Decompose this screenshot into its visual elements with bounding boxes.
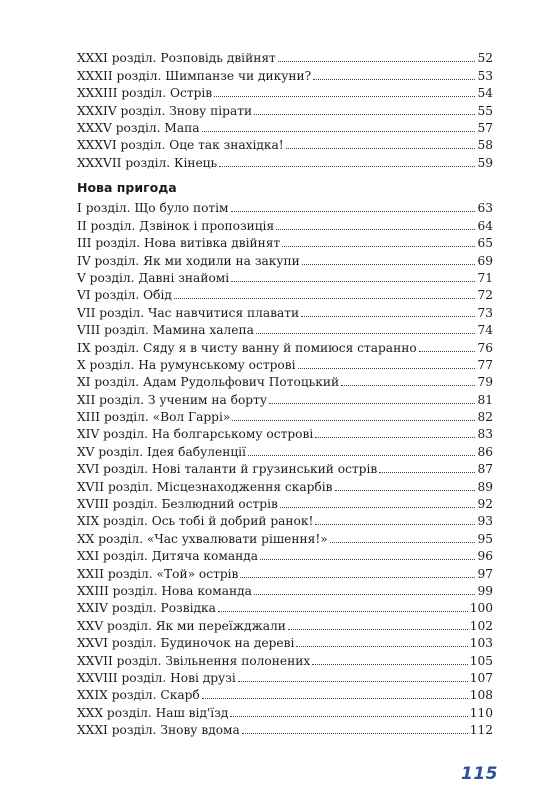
entry-page-number: 65 [477,236,493,251]
dot-leader [260,559,476,560]
entry-page-number: 108 [469,688,493,703]
toc-entry [77,634,493,651]
entry-page-number: 79 [477,375,493,390]
toc-entry [77,251,493,268]
toc-entry [77,512,493,529]
entry-title: XXIV розділ. Розвідка [77,601,216,616]
entry-title: XI розділ. Адам Рудольфович Потоцький [77,375,340,390]
entry-title: XXII розділ. «Той» острів [77,566,239,581]
entry-title: XIV розділ. На болгарському острові [77,427,314,442]
dot-leader [174,298,476,299]
toc-entry [77,49,493,66]
entry-page-number: 95 [477,531,493,546]
entry-title: XXVIII розділ. Нові друзі [77,670,236,685]
entry-page-number: 69 [477,253,493,268]
entry-page-number: 100 [469,601,493,616]
entry-title: XXV розділ. Як ми переїжджали [77,618,286,633]
dot-leader [419,351,476,352]
entry-page-number: 77 [477,357,493,372]
entry-page-number: 87 [477,462,493,477]
entry-page-number: 57 [477,120,493,135]
entry-page-number: 89 [477,479,493,494]
entry-title: XXXV розділ. Мапа [77,120,200,135]
toc-entry [77,721,493,738]
dot-leader [335,490,476,491]
toc-entry [77,356,493,373]
toc-entry [77,442,493,459]
entry-page-number: 58 [477,138,493,153]
dot-leader [296,646,467,647]
entry-page-number: 52 [477,51,493,66]
entry-title: XXVI розділ. Будиночок на дереві [77,636,295,651]
entry-page-number: 72 [477,288,493,303]
entry-title: І розділ. Що було потім [77,201,229,216]
dot-leader [218,611,468,612]
entry-title: XV розділ. Ідея бабуленції [77,444,246,459]
dot-leader [231,281,475,282]
dot-leader [256,333,476,334]
entry-page-number: 83 [477,427,493,442]
entry-page-number: 103 [469,636,493,651]
entry-title: V розділ. Давні знайомі [77,270,230,285]
entry-page-number: 82 [477,410,493,425]
dot-leader [282,246,475,247]
toc-entry [77,373,493,390]
entry-title: VIII розділ. Мамина халепа [77,323,254,338]
entry-page-number: 96 [477,549,493,564]
toc-entry [77,390,493,407]
toc-entry [77,460,493,477]
toc-entry [77,303,493,320]
entry-page-number: 86 [477,444,493,459]
dot-leader [202,131,476,132]
toc-entry [77,529,493,546]
toc-list-top [77,49,493,171]
entry-title: ІІІ розділ. Нова витівка двійнят [77,236,281,251]
dot-leader [312,664,468,665]
entry-title: XVIII розділ. Безлюдний острів [77,497,278,512]
entry-title: XIII розділ. «Вол Гаррі» [77,410,231,425]
entry-page-number: 64 [477,218,493,233]
dot-leader [254,114,475,115]
entry-title: VI розділ. Обід [77,288,172,303]
entry-page-number: 73 [477,305,493,320]
entry-page-number: 53 [477,68,493,83]
entry-title: ІІ розділ. Дзвінок і пропозиція [77,218,275,233]
toc-entry [77,477,493,494]
dot-leader [315,437,475,438]
dot-leader [254,594,476,595]
section-heading: Нова пригода [77,180,177,195]
entry-page-number: 71 [477,270,493,285]
entry-title: X розділ. На румунському острові [77,357,296,372]
entry-title: IV розділ. Як ми ходили на закупи [77,253,300,268]
entry-page-number: 110 [469,705,493,720]
entry-page-number: 97 [477,566,493,581]
dot-leader [230,716,467,717]
dot-leader [242,733,468,734]
dot-leader [269,403,475,404]
entry-page-number: 76 [477,340,493,355]
toc-entry [77,286,493,303]
dot-leader [248,455,476,456]
toc-entry [77,321,493,338]
toc-entry [77,495,493,512]
dot-leader [330,542,476,543]
toc-entry [77,119,493,136]
dot-leader [278,61,476,62]
dot-leader [315,524,475,525]
entry-page-number: 107 [469,670,493,685]
entry-title: XXXVII розділ. Кінець [77,155,218,170]
entry-title: XXIII розділ. Нова команда [77,583,252,598]
dot-leader [302,264,476,265]
toc-entry [77,153,493,170]
entry-title: IX розділ. Сяду я в чисту ванну й помиюся старанно [77,340,417,355]
dot-leader [202,698,468,699]
toc-entry [77,686,493,703]
dot-leader [301,316,475,317]
dot-leader [214,96,475,97]
toc-entry [77,216,493,233]
entry-title: XII розділ. З ученим на борту [77,392,268,407]
toc-entry [77,408,493,425]
entry-page-number: 99 [477,583,493,598]
toc-entry [77,338,493,355]
entry-title: XXI розділ. Дитяча команда [77,549,258,564]
dot-leader [240,577,475,578]
entry-title: XXXVI розділ. Оце так знахідка! [77,138,284,153]
toc-entry [77,269,493,286]
dot-leader [276,229,475,230]
dot-leader [280,507,476,508]
toc-entry [77,101,493,118]
toc-entry [77,136,493,153]
toc-entry [77,199,493,216]
dot-leader [341,385,475,386]
toc-entry [77,234,493,251]
dot-leader [379,472,475,473]
entry-title: XXXII розділ. Шимпанзе чи дикуни? [77,68,312,83]
dot-leader [313,79,475,80]
page-number: 115 [461,764,498,784]
toc-list-bottom [77,199,493,738]
entry-page-number: 105 [469,653,493,668]
entry-page-number: 74 [477,323,493,338]
entry-page-number: 92 [477,497,493,512]
entry-page-number: 112 [469,723,493,738]
entry-title: XXXI розділ. Розповідь двійнят [77,51,276,66]
entry-title: XVI розділ. Нові таланти й грузинський острів [77,462,378,477]
entry-page-number: 55 [477,103,493,118]
dot-leader [288,629,468,630]
entry-page-number: 63 [477,201,493,216]
entry-page-number: 59 [477,155,493,170]
entry-title: XXVII розділ. Звільнення полонених [77,653,311,668]
entry-title: XXIX розділ. Скарб [77,688,200,703]
dot-leader [238,681,468,682]
entry-title: XXXIII розділ. Острів [77,86,213,101]
entry-page-number: 54 [477,86,493,101]
dot-leader [232,420,475,421]
dot-leader [286,148,476,149]
toc-entry [77,616,493,633]
entry-title: VII розділ. Час навчитися плавати [77,305,300,320]
entry-title: XX розділ. «Час ухвалювати рішення!» [77,531,328,546]
entry-page-number: 93 [477,514,493,529]
entry-title: XXXIV розділ. Знову пірати [77,103,253,118]
dot-leader [231,211,476,212]
toc-entry [77,669,493,686]
toc-entry [77,564,493,581]
entry-title: XIX розділ. Ось тобі й добрий ранок! [77,514,314,529]
entry-title: XXX розділ. Наш від'їзд [77,705,229,720]
toc-entry [77,66,493,83]
entry-page-number: 102 [469,618,493,633]
toc-entry [77,703,493,720]
dot-leader [298,368,476,369]
toc-entry [77,425,493,442]
entry-title: XVII розділ. Місцезнаходження скарбів [77,479,333,494]
toc-entry [77,547,493,564]
toc-entry [77,582,493,599]
toc-entry [77,599,493,616]
toc-entry [77,651,493,668]
entry-title: XXXI розділ. Знову вдома [77,723,240,738]
toc-entry [77,84,493,101]
entry-page-number: 81 [477,392,493,407]
dot-leader [219,166,475,167]
